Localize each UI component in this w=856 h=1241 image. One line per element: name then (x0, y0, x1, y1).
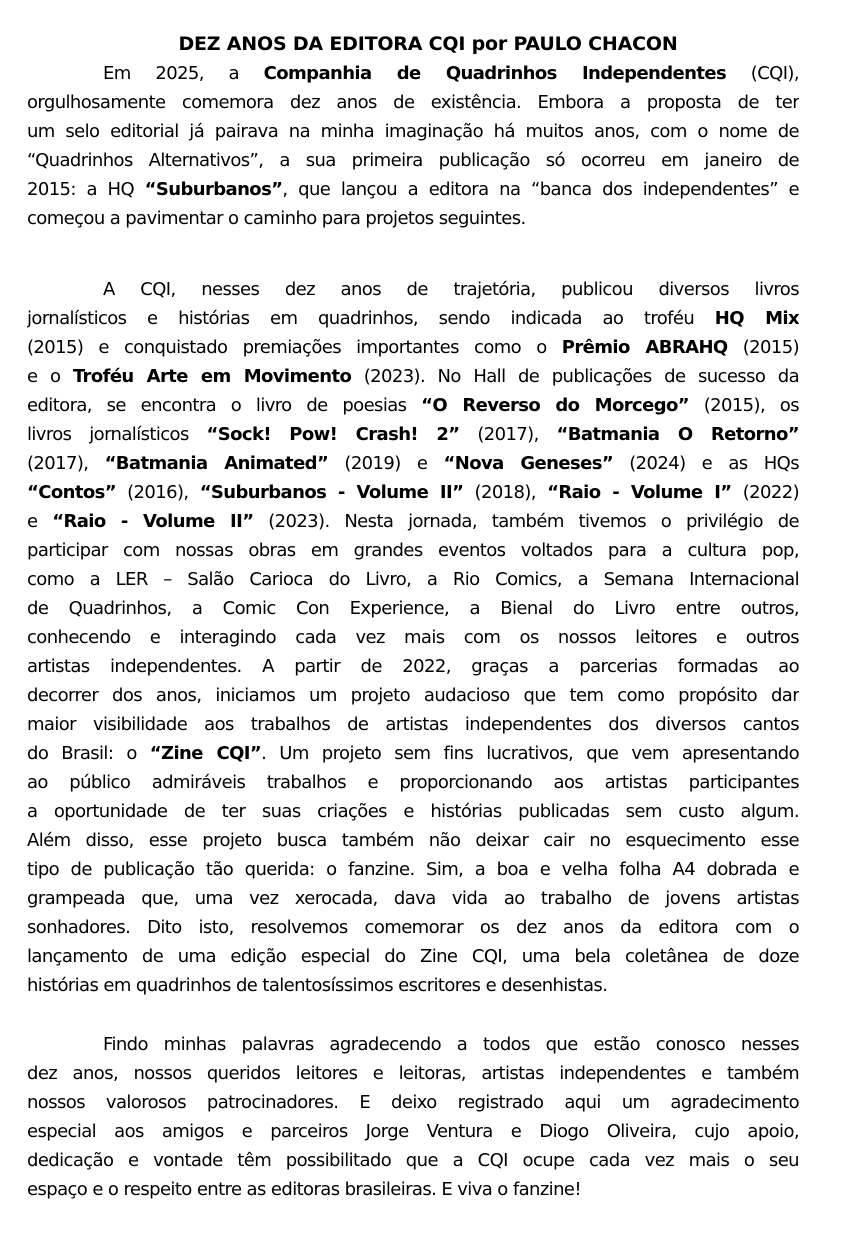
text-run: Findo minhas palavras agradecendo a todos que estão conosco nesses (103, 1034, 799, 1055)
text-run: (2022) (731, 482, 799, 503)
text-line (27, 391, 799, 420)
text-run: e (27, 511, 53, 532)
text-line (27, 536, 799, 565)
text-line (27, 175, 799, 204)
bold-text-run: Troféu Arte em Movimento (72, 366, 352, 387)
bold-text-run: “Batmania O Retorno” (556, 424, 799, 445)
text-line (27, 304, 799, 333)
text-line (27, 681, 799, 710)
paragraph-closing (27, 1030, 799, 1204)
text-run: “Quadrinhos Alternativos”, a sua primeira publicação só ocorreu em janeiro de (27, 150, 799, 171)
text-line (27, 420, 799, 449)
text-line (27, 449, 799, 478)
text-run: a oportunidade de ter suas criações e histórias publicadas sem custo algum. (27, 801, 799, 822)
paragraph-history (27, 275, 799, 1000)
text-run: orgulhosamente comemora dez anos de existência. Embora a proposta de ter (27, 92, 799, 113)
text-run: decorrer dos anos, iniciamos um projeto audacioso que tem como propósito dar (27, 685, 799, 706)
text-run: (2024) e as HQs (613, 453, 799, 474)
text-run: (2015) (727, 337, 799, 358)
text-line (27, 826, 799, 855)
text-run: dedicação e vontade têm possibilitado que a CQI ocupe cada vez mais o seu (27, 1150, 799, 1171)
text-line (27, 1175, 799, 1204)
text-line (27, 739, 799, 768)
text-run: (2015), os (688, 395, 799, 416)
text-line (27, 768, 799, 797)
text-line (27, 971, 799, 1000)
text-run: tipo de publicação tão querida: o fanzine. Sim, a boa e velha folha A4 dobrada e (27, 859, 799, 880)
text-line (27, 913, 799, 942)
text-line (27, 1030, 799, 1059)
text-line (27, 88, 799, 117)
text-run: (2019) e (328, 453, 444, 474)
text-line (27, 855, 799, 884)
text-line (27, 1088, 799, 1117)
text-line (27, 884, 799, 913)
bold-text-run: Companhia de Quadrinhos Independentes (263, 63, 727, 84)
text-run: 2015: a HQ (27, 179, 145, 200)
text-run: editora, se encontra o livro de poesias (27, 395, 422, 416)
text-line (27, 623, 799, 652)
text-run: maior visibilidade aos trabalhos de artistas independentes dos diversos cantos (27, 714, 799, 735)
bold-text-run: “Zine CQI” (149, 743, 262, 764)
text-run: . Um projeto sem fins lucrativos, que vem apresentando (261, 743, 799, 764)
bold-text-run: “O Reverso do Morcego” (421, 395, 689, 416)
text-run: nossos valorosos patrocinadores. E deixo registrado aqui um agradecimento (27, 1092, 799, 1113)
text-line (27, 1146, 799, 1175)
text-line (27, 204, 799, 233)
text-line (27, 146, 799, 175)
bold-text-run: “Sock! Pow! Crash! 2” (206, 424, 460, 445)
text-line (27, 1117, 799, 1146)
bold-text-run: HQ Mix (714, 308, 799, 329)
text-line (27, 942, 799, 971)
text-run: (CQI), (726, 63, 799, 84)
text-run: participar com nossas obras em grandes eventos voltados para a cultura pop, (27, 540, 799, 561)
bold-text-run: “Contos” (27, 482, 116, 503)
bold-text-run: “Batmania Animated” (104, 453, 329, 474)
text-run: histórias em quadrinhos de talentosíssimos escritores e desenhistas. (27, 975, 608, 996)
bold-text-run: “Nova Geneses” (443, 453, 614, 474)
text-line (27, 59, 799, 88)
text-run: (2023). Nesta jornada, também tivemos o privilégio de (253, 511, 799, 532)
text-run: (2023). No Hall de publicações de sucesso da (351, 366, 799, 387)
text-run: , que lançou a editora na “banca dos independentes” e (282, 179, 799, 200)
text-run: A CQI, nesses dez anos de trajetória, publicou diversos livros (103, 279, 799, 300)
text-run: jornalísticos e histórias em quadrinhos, sendo indicada ao troféu (27, 308, 715, 329)
text-run: lançamento de uma edição especial do Zine CQI, uma bela coletânea de doze (27, 946, 799, 967)
text-run: (2017), (459, 424, 557, 445)
text-line (27, 1059, 799, 1088)
text-line (27, 594, 799, 623)
text-run: de Quadrinhos, a Comic Con Experience, a Bienal do Livro entre outros, (27, 598, 799, 619)
text-line (27, 333, 799, 362)
text-line (27, 710, 799, 739)
text-run: e o (27, 366, 73, 387)
text-run: como a LER – Salão Carioca do Livro, a Rio Comics, a Semana Internacional (27, 569, 799, 590)
text-line (27, 117, 799, 146)
text-run: começou a pavimentar o caminho para projetos seguintes. (27, 208, 526, 229)
text-run: ao público admiráveis trabalhos e proporcionando aos artistas participantes (27, 772, 799, 793)
text-run: conhecendo e interagindo cada vez mais com os nossos leitores e outros (27, 627, 799, 648)
paragraph-intro (27, 59, 799, 233)
text-run: dez anos, nossos queridos leitores e leitoras, artistas independentes e também (27, 1063, 799, 1084)
text-run: livros jornalísticos (27, 424, 207, 445)
bold-text-run: “Raio - Volume I” (547, 482, 732, 503)
text-line (27, 275, 799, 304)
text-run: grampeada que, uma vez xerocada, dava vida ao trabalho de jovens artistas (27, 888, 799, 909)
text-run: (2017), (27, 453, 105, 474)
document-title: DEZ ANOS DA EDITORA CQI por PAULO CHACON (178, 33, 678, 55)
text-line (27, 362, 799, 391)
text-run: (2018), (463, 482, 548, 503)
text-run: (2016), (115, 482, 200, 503)
text-run: especial aos amigos e parceiros Jorge Ventura e Diogo Oliveira, cujo apoio, (27, 1121, 799, 1142)
text-line (27, 797, 799, 826)
text-run: do Brasil: o (27, 743, 150, 764)
text-run: espaço e o respeito entre as editoras brasileiras. E viva o fanzine! (27, 1179, 581, 1200)
text-run: um selo editorial já pairava na minha imaginação há muitos anos, com o nome de (27, 121, 799, 142)
text-run: sonhadores. Dito isto, resolvemos comemorar os dez anos da editora com o (27, 917, 799, 938)
bold-text-run: Prêmio ABRAHQ (561, 337, 728, 358)
bold-text-run: “Raio - Volume II” (52, 511, 254, 532)
text-line (27, 652, 799, 681)
text-run: artistas independentes. A partir de 2022, graças a parcerias formadas ao (27, 656, 799, 677)
text-line (27, 507, 799, 536)
bold-text-run: “Suburbanos - Volume II” (199, 482, 464, 503)
text-line (27, 565, 799, 594)
text-run: (2015) e conquistado premiações importantes como o (27, 337, 562, 358)
bold-text-run: “Suburbanos” (144, 179, 283, 200)
text-run: Em 2025, a (103, 63, 264, 84)
text-run: Além disso, esse projeto busca também não deixar cair no esquecimento esse (27, 830, 799, 851)
text-line (27, 478, 799, 507)
